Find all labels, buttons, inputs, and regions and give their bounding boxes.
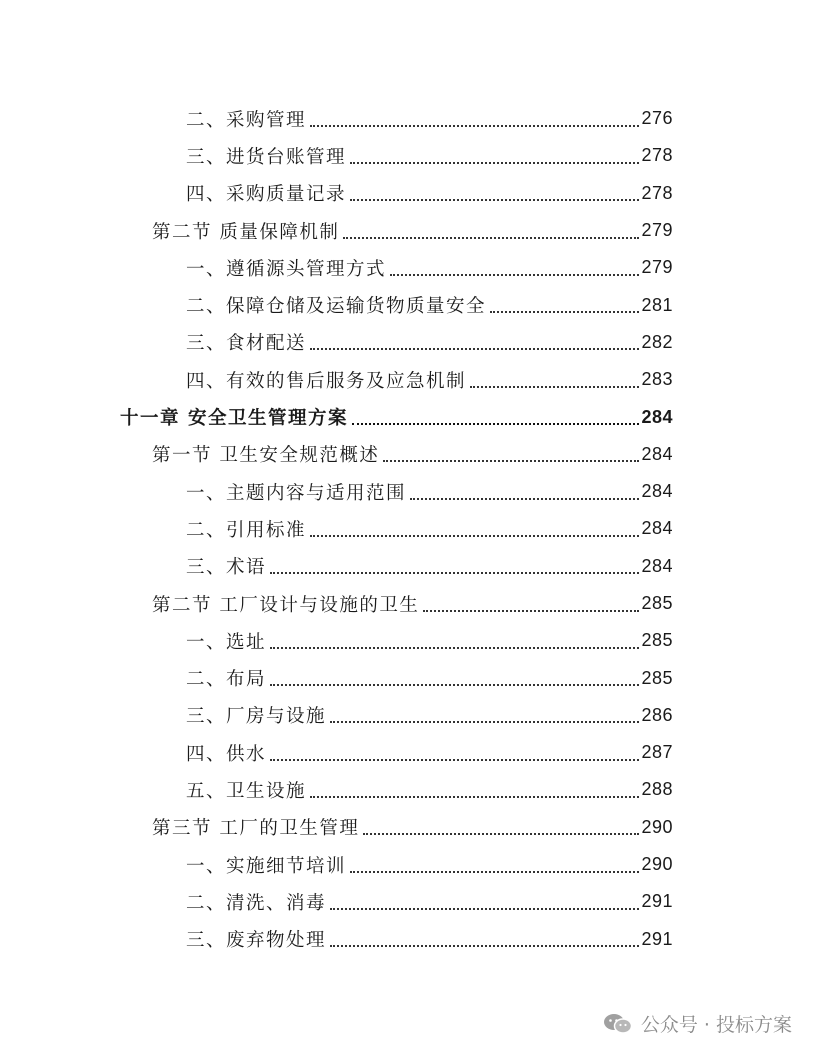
toc-entry-page-number: 284 [641,481,673,502]
toc-entry-title: 四、采购质量记录 [186,184,347,206]
toc-entry-title: 第二节 质量保障机制 [152,221,340,243]
toc-entry-page-number: 285 [641,630,673,651]
toc-entry[interactable] [0,510,673,547]
dot-leader [310,535,639,537]
toc-entry-title: 四、有效的售后服务及应急机制 [186,370,467,392]
toc-entry-title: 一、遵循源头管理方式 [186,258,387,280]
toc-entry-title: 三、术语 [186,557,267,579]
dot-leader [352,423,640,425]
toc-entry-title: 五、卫生设施 [186,780,307,802]
toc-entry-title: 二、布局 [186,669,267,691]
toc-entry-title: 十一章 安全卫生管理方案 [120,408,348,430]
toc-entry[interactable] [0,734,673,771]
dot-leader [490,311,639,313]
toc-entry[interactable] [0,548,673,585]
dot-leader [310,796,639,798]
table-of-contents [0,100,816,958]
dot-leader [330,945,639,947]
toc-entry[interactable] [0,249,673,286]
toc-entry-title: 第三节 工厂的卫生管理 [152,818,360,840]
toc-entry-page-number: 285 [641,667,673,688]
dot-leader [390,274,639,276]
toc-entry[interactable] [0,286,673,323]
toc-entry-page-number: 283 [641,369,673,390]
toc-entry-page-number: 284 [641,518,673,539]
toc-entry-page-number: 282 [641,331,673,352]
toc-entry-page-number: 281 [641,294,673,315]
toc-entry-title: 三、废弃物处理 [186,930,327,952]
toc-entry-page-number: 276 [641,108,673,129]
toc-entry-page-number: 291 [641,928,673,949]
toc-entry-title: 四、供水 [186,743,267,765]
dot-leader [330,908,639,910]
toc-entry-page-number: 287 [641,742,673,763]
toc-entry-title: 一、选址 [186,631,267,653]
toc-entry[interactable] [0,436,673,473]
toc-entry-page-number: 278 [641,145,673,166]
dot-leader [270,684,639,686]
toc-entry[interactable] [0,175,673,212]
toc-entry-title: 三、食材配送 [186,333,307,355]
watermark-text: 公众号 · 投标方案 [640,1014,792,1036]
dot-leader [410,498,639,500]
toc-entry[interactable] [0,809,673,846]
watermark [603,1010,792,1037]
toc-entry-page-number: 278 [641,182,673,203]
wechat-icon [603,1013,633,1035]
toc-entry[interactable] [0,921,673,958]
dot-leader [470,386,639,388]
dot-leader [270,759,639,761]
toc-entry-title: 第二节 工厂设计与设施的卫生 [152,594,420,616]
dot-leader [310,125,639,127]
toc-entry[interactable] [0,324,673,361]
toc-entry-page-number: 284 [641,406,673,427]
toc-entry-page-number: 290 [641,854,673,875]
toc-entry[interactable] [0,771,673,808]
toc-entry-page-number: 279 [641,257,673,278]
toc-entry-page-number: 288 [641,779,673,800]
toc-entry[interactable] [0,361,673,398]
dot-leader [330,721,639,723]
toc-entry-page-number: 279 [641,220,673,241]
toc-entry[interactable] [0,398,673,435]
dot-leader [383,460,639,462]
toc-entry[interactable] [0,697,673,734]
toc-entry-title: 三、进货台账管理 [186,146,347,168]
toc-entry-title: 二、清洗、消毒 [186,892,327,914]
dot-leader [310,348,639,350]
dot-leader [363,833,639,835]
toc-entry[interactable] [0,585,673,622]
dot-leader [423,610,639,612]
dot-leader [350,199,639,201]
toc-entry-title: 三、厂房与设施 [186,706,327,728]
dot-leader [270,572,639,574]
toc-entry-page-number: 291 [641,891,673,912]
toc-entry-page-number: 290 [641,816,673,837]
toc-entry-page-number: 284 [641,443,673,464]
toc-entry-title: 一、实施细节培训 [186,855,347,877]
dot-leader [350,162,639,164]
toc-entry-page-number: 286 [641,704,673,725]
dot-leader [343,237,639,239]
toc-entry[interactable] [0,473,673,510]
toc-entry[interactable] [0,622,673,659]
toc-entry-title: 第一节 卫生安全规范概述 [152,445,380,467]
toc-entry-title: 一、主题内容与适用范围 [186,482,407,504]
toc-entry-title: 二、保障仓储及运输货物质量安全 [186,296,487,318]
dot-leader [350,871,639,873]
toc-entry[interactable] [0,100,673,137]
toc-entry[interactable] [0,212,673,249]
toc-entry[interactable] [0,846,673,883]
toc-entry-page-number: 284 [641,555,673,576]
toc-entry-title: 二、采购管理 [186,109,307,131]
dot-leader [270,647,639,649]
toc-entry-page-number: 285 [641,593,673,613]
toc-entry-title: 二、引用标准 [186,519,307,541]
toc-entry[interactable] [0,883,673,920]
toc-entry[interactable] [0,659,673,696]
toc-entry[interactable] [0,137,673,174]
